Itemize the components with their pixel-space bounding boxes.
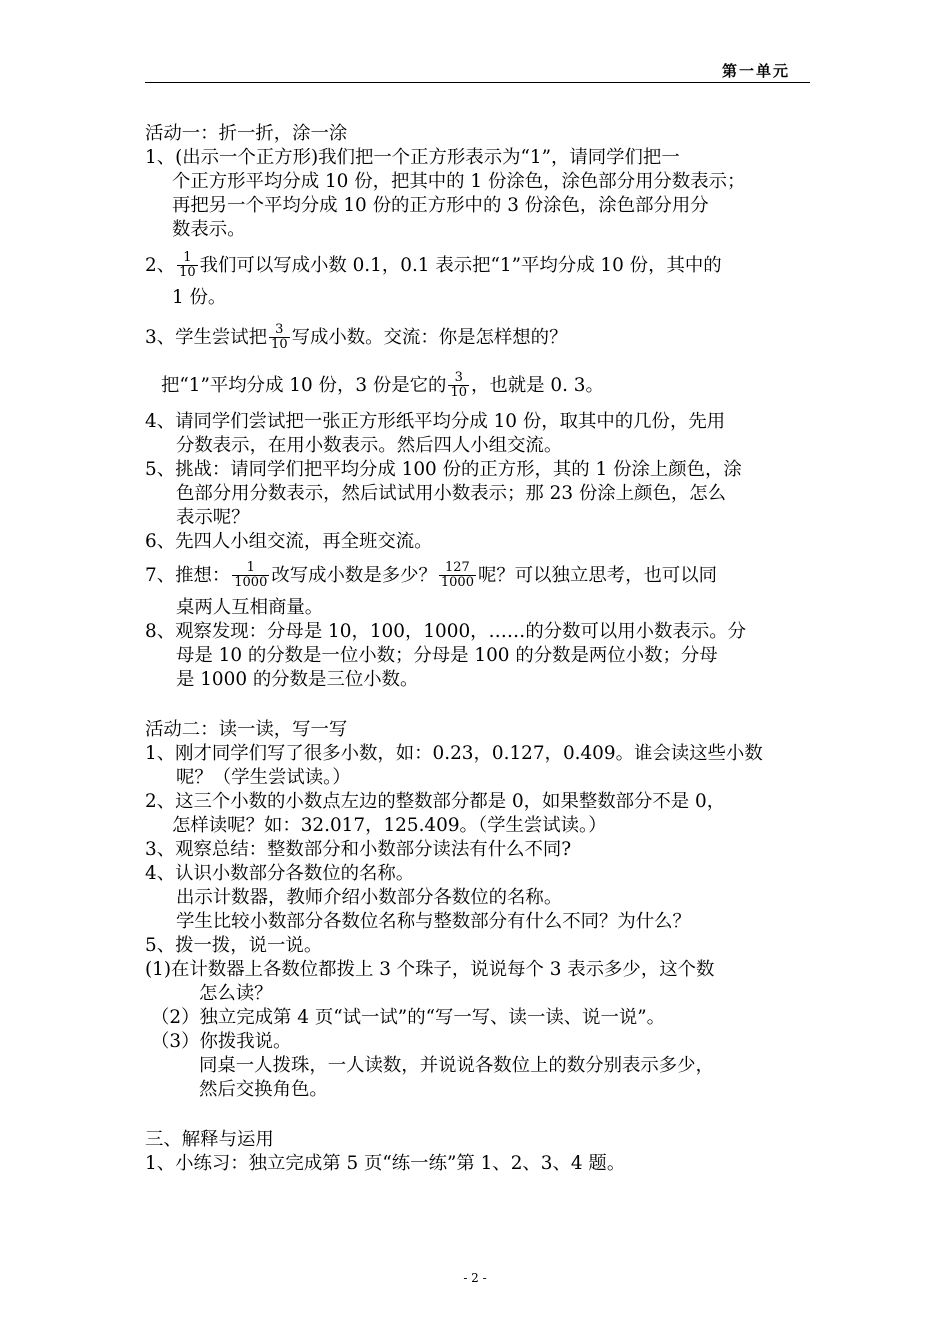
activity1-item1-line2: 个正方形平均分成 10 份，把其中的 1 份涂色，涂色部分用分数表示； [172, 171, 746, 192]
activity1-title: 活动一：折一折，涂一涂 [145, 123, 348, 144]
fraction-denominator: 1000 [234, 574, 268, 590]
activity2-sub2: （2）独立完成第 4 页“试一试”的“写一写、读一读、说一说”。 [151, 1007, 666, 1028]
item7-mid: 改写成小数是多少？ [271, 565, 437, 586]
header-title: 第一单元 [722, 62, 791, 80]
activity1-item8-line1: 8、观察发现：分母是 10，100，1000，……的分数可以用小数表示。分 [145, 621, 747, 642]
activity1-item1-line3: 再把另一个平均分成 10 份的正方形中的 3 份涂色，涂色部分用分 [172, 195, 709, 216]
fraction-numerator: 1 [246, 559, 255, 575]
section3-title: 三、解释与运用 [145, 1129, 274, 1150]
fraction-denominator: 1000 [440, 574, 474, 590]
page-number: - 2 - [463, 1271, 487, 1285]
spacer [145, 1102, 815, 1128]
fraction-three-tenths [269, 323, 290, 352]
activity1-item7-line1 [145, 556, 815, 596]
fraction-three-tenths [448, 371, 469, 400]
activity1-item4-line1: 4、请同学们尝试把一张正方形纸平均分成 10 份，取其中的几份，先用 [145, 411, 726, 432]
activity1-item6: 6、先四人小组交流，再全班交流。 [145, 531, 433, 552]
activity2-sub3-line2: 同桌一人拨珠，一人读数，并说说各数位上的数分别表示多少， [199, 1055, 714, 1076]
answer-text: 把“1”平均分成 10 份，3 份是它的 [161, 375, 447, 396]
item3-prefix: 3、学生尝试把 [145, 327, 268, 348]
item2-text: 我们可以写成小数 0.1，0.1 表示把“1”平均分成 10 份，其中的 [199, 255, 722, 276]
fraction-127-thousandths [439, 561, 476, 590]
section3-item1: 1、小练习：独立完成第 5 页“练一练”第 1、2、3、4 题。 [145, 1153, 626, 1174]
activity2-item4-line2: 出示计数器，教师介绍小数部分各数位的名称。 [176, 887, 563, 908]
activity1-item8-line2: 母是 10 的分数是一位小数；分母是 100 的分数是两位小数；分母 [176, 645, 718, 666]
activity2-sub1-line1: (1)在计数器上各数位都拨上 3 个珠子，说说每个 3 表示多少，这个数 [145, 959, 715, 980]
item7-prefix: 7、推想： [145, 565, 231, 586]
item7-text: 呢？可以独立思考，也可以同 [477, 565, 718, 586]
answer-suffix: ，也就是 0. 3。 [471, 375, 604, 396]
fraction-numerator: 3 [454, 369, 463, 385]
activity1-item3-answer [145, 366, 815, 406]
header-rule [145, 82, 810, 83]
activity1-item7-line2: 桌两人互相商量。 [176, 597, 324, 618]
item3-text: 写成小数。交流：你是怎样想的？ [291, 327, 568, 348]
activity2-item4-line1: 4、认识小数部分各数位的名称。 [145, 863, 415, 884]
fraction-numerator: 127 [445, 559, 470, 575]
activity2-item4-line3: 学生比较小数部分各数位名称与整数部分有什么不同？为什么？ [176, 911, 691, 932]
fraction-one-tenth [177, 251, 198, 280]
activity2-title: 活动二：读一读，写一写 [145, 719, 348, 740]
document-body [145, 122, 815, 1176]
activity2-sub1-line2: 怎么读？ [199, 983, 273, 1004]
activity1-item3 [145, 318, 815, 358]
activity2-item2-line1: 2、这三个小数的小数点左边的整数部分都是 0，如果整数部分不是 0， [145, 791, 726, 812]
spacer [145, 692, 815, 718]
fraction-one-thousandth [232, 561, 269, 590]
activity2-item1-line1: 1、刚才同学们写了很多小数，如：0.23，0.127，0.409。谁会读这些小数 [145, 743, 763, 764]
fraction-denominator: 10 [271, 336, 288, 352]
fraction-denominator: 10 [179, 264, 196, 280]
activity1-item1-line4: 数表示。 [172, 219, 246, 240]
item2-prefix: 2、 [145, 255, 176, 276]
activity2-item1-line2: 呢？（学生尝试读。） [176, 767, 351, 788]
activity2-sub3-line1: （3）你拨我说。 [151, 1031, 292, 1052]
fraction-numerator: 3 [275, 321, 284, 337]
activity1-item1-line1: 1、(出示一个正方形)我们把一个正方形表示为“1”，请同学们把一 [145, 147, 680, 168]
activity1-item4-line2: 分数表示，在用小数表示。然后四人小组交流。 [176, 435, 563, 456]
activity1-item5-line2: 色部分用分数表示，然后试试用小数表示；那 23 份涂上颜色，怎么 [176, 483, 727, 504]
activity1-item5-line1: 5、挑战：请同学们把平均分成 100 份的正方形，其的 1 份涂上颜色，涂 [145, 459, 742, 480]
fraction-denominator: 10 [450, 384, 467, 400]
activity1-item2-line1 [145, 246, 815, 286]
activity1-item8-line3: 是 1000 的分数是三位小数。 [176, 669, 419, 690]
activity1-item5-line3: 表示呢？ [176, 507, 250, 528]
activity2-item3: 3、观察总结：整数部分和小数部分读法有什么不同? [145, 839, 572, 860]
activity2-item2-line2: 怎样读呢？如：32.017，125.409。（学生尝试读。） [172, 815, 607, 836]
activity2-sub3-line3: 然后交换角色。 [199, 1079, 328, 1100]
fraction-numerator: 1 [183, 249, 192, 265]
activity2-item5: 5、拨一拨，说一说。 [145, 935, 323, 956]
activity1-item2-line2: 1 份。 [172, 287, 227, 308]
